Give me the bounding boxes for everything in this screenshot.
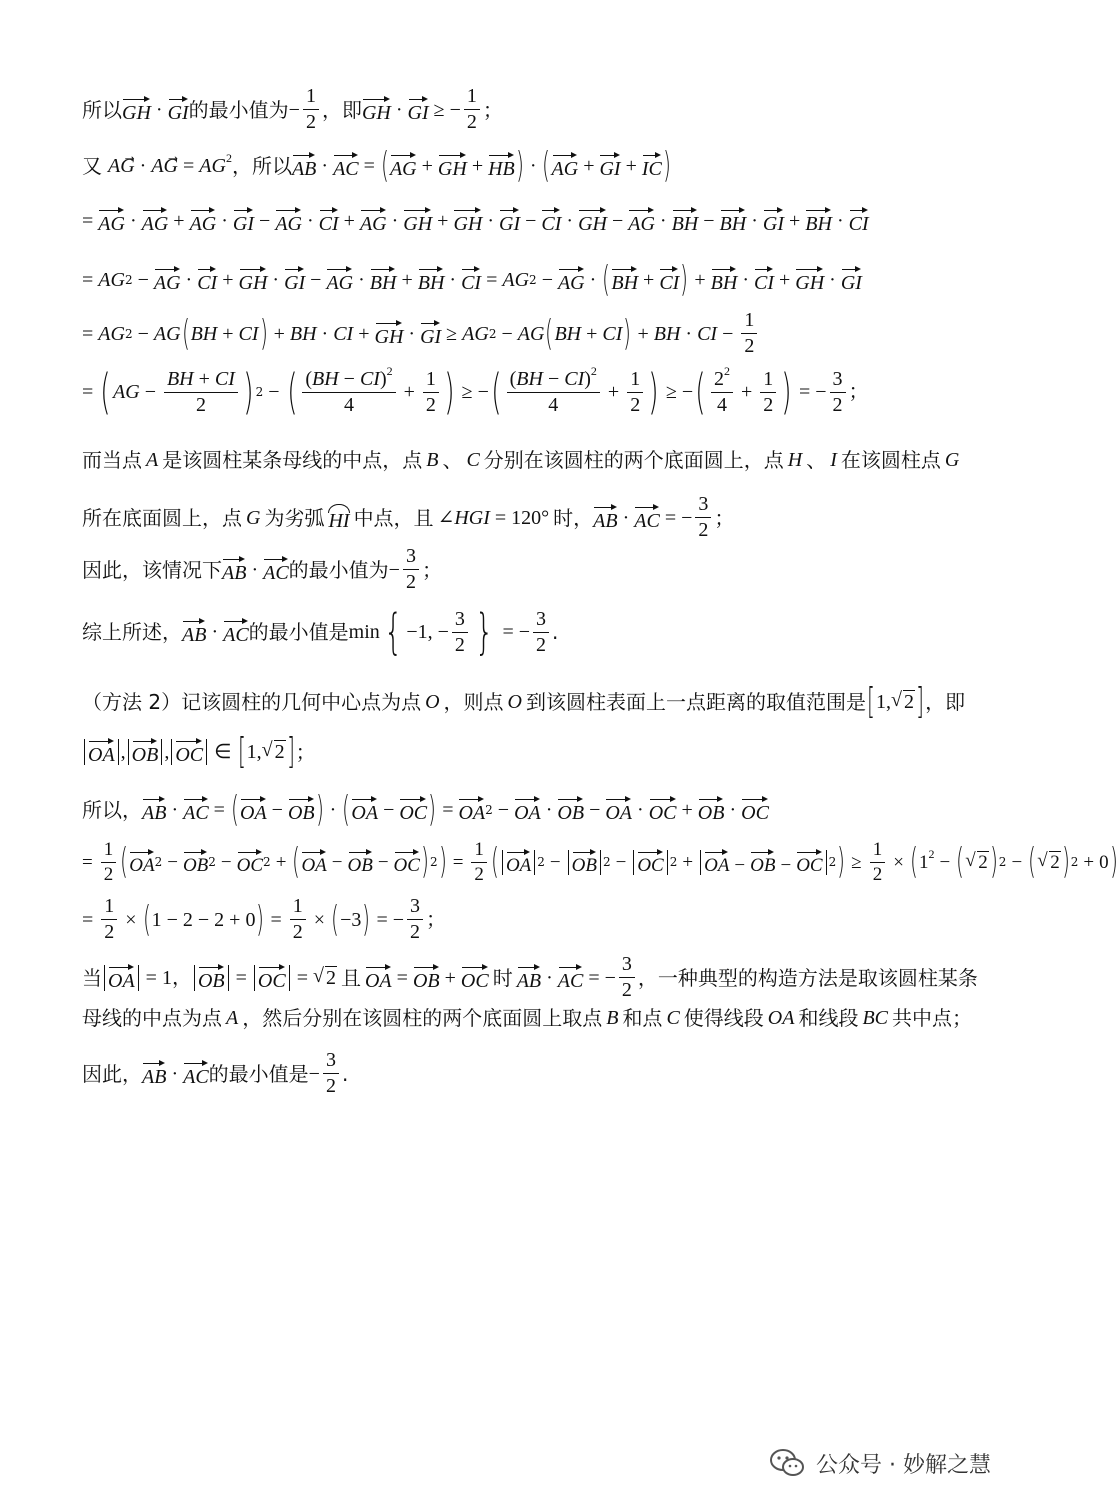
text: 、: [442, 448, 463, 472]
line-3: = AG · AG + AG · GI − AG · CI + AG · GH + GH · GI − CI · GH − AG · BH − BH · GI + BH · CI: [82, 210, 869, 235]
text: （方法 2）记该圆柱的几何中心点为点: [82, 690, 422, 714]
line-18: 因此， AB · AC 的最小值是 − $\frac{3}{2}$ .: [82, 1049, 349, 1097]
text: 又: [82, 154, 102, 178]
text: .: [552, 620, 559, 644]
text: 和点: [622, 1006, 663, 1030]
line-10: 综上所述， AB · AC 的最小值是 min { −1, − $\frac{3}{2}$ } = − $\frac{3}{2}$ .: [82, 604, 559, 660]
fraction: $\frac{1}{2}$: [303, 86, 319, 133]
text: 共中点；: [892, 1006, 973, 1030]
line-5: = AG 2 − AG ( BH + CI ) + BH · CI + GH · GI ≥ AG 2 − AG ( BH + CI ) + BH · CI − $\frac{1}{2}$: [82, 310, 1020, 357]
line-6: = ( AG − $\frac{BH + CI}{2}$ ) 2 − ( $\frac{(BH - CI)^2}{4}$ + $\frac{1}{2}$ ) ≥ − ( $\frac{(BH - CI)^2}{4}$ + $\frac{1}{2}$ ) ≥ − ( $\frac{2^2}{4}$ + $\frac{1}{2}$ ) = − $\frac{3}{2}$ ；: [82, 363, 869, 420]
text: ，所以: [231, 154, 292, 178]
line-14: = $\frac{1}{2}$ ( OA 2 − OB 2 − OC 2 + ( OA − OB − OC ) 2 ) = $\frac{1}{2}$ ( OA 2 − OB 2 − OC 2 + OA − OB − OC 2 ) ≥ $\frac{1}{2}$ × ( $1^2$ − ( √ 2 ) 2 − ( √ 2 ) 2 + 0 ): [82, 840, 1020, 885]
line-1: 所以 GH · GI 的最小值为 − $\frac{1}{2}$ ，即 GH · GI ≥ − $\frac{1}{2}$ ；: [82, 85, 503, 133]
text: 当: [82, 965, 102, 990]
line-2: 又 AG · AG = $AG^2$ ，所以 AB · AC = ( AG + GH + HB ) · ( AG + GI + IC ): [82, 145, 671, 186]
line-13: 所以， AB · AC = ( OA − OB ) · ( OA − OC ) = OA 2 − OA · OB − OA · OC + OB · OC: [82, 789, 769, 830]
text: ，即: [925, 690, 966, 714]
text: ，即: [321, 97, 362, 122]
text: 中点，且: [353, 505, 434, 530]
vector: GH: [122, 97, 151, 123]
line-12: OA , OB , OC ∈ [ 1, √ 2 ] ；: [82, 734, 1020, 770]
wechat-logo-icon: [770, 1448, 804, 1478]
line-9: 因此，该情况下 AB · AC 的最小值为 − $\frac{3}{2}$ ；: [82, 545, 442, 593]
text: 分别在该圆柱的两个底面圆上，点: [483, 448, 784, 472]
text: 和线段: [798, 1006, 859, 1030]
text: 的最小值为: [288, 557, 389, 582]
text: .: [341, 1061, 349, 1086]
text: 、: [806, 448, 827, 472]
line-15: = $\frac{1}{2}$ × ( 1 − 2 − 2 + 0 ) = $\frac{1}{2}$ × ( −3 ) = − $\frac{3}{2}$ ；: [82, 895, 446, 943]
line-7: 而当点 A 是该圆柱某条母线的中点，点 B 、 C 分别在该圆柱的两个底面圆上，点 H 、 I 在该圆柱点 G: [82, 448, 960, 472]
text: 所以，: [82, 798, 142, 822]
text: ；: [482, 97, 503, 122]
text: ，一种典型的构造方法是取该圆柱某条: [637, 965, 978, 990]
text: 因此，: [82, 1061, 142, 1086]
text: ；: [421, 557, 442, 582]
line-8: 所在底面圆上，点 G 为劣弧 HI 中点，且 ∠HGI = 120° 时， AB · AC = − $\frac{3}{2}$ ；: [82, 493, 735, 541]
text: 因此，该情况下: [82, 557, 222, 582]
text: 所在底面圆上，点: [82, 505, 242, 530]
line-11: （方法 2）记该圆柱的几何中心点为点 O ，则点 O 到该圆柱表面上一点距离的取值范围是 [ 1, √ 2 ] ，即: [82, 684, 1020, 720]
text: 到该圆柱表面上一点距离的取值范围是: [526, 690, 866, 714]
text: 综上所述，: [82, 620, 182, 644]
text: 时，: [553, 505, 594, 530]
text: 的最小值是: [208, 1061, 309, 1086]
text: ，则点: [443, 690, 504, 714]
line-16: 当 OA = 1 ， OB = OC = √ 2 且 OA = OB + OC 时 AB · AC = − $\frac{3}{2}$ ，一种典型的构造方法是取该圆柱某条: [82, 954, 1020, 1001]
line-17: 母线的中点为点 A ，然后分别在该圆柱的两个底面圆上取点 B 和点 C 使得线段 OA 和线段 BC 共中点；: [82, 1006, 973, 1030]
line-4: = AG 2 − AG · CI + GH · GI − AG · BH + BH · CI = AG 2 − AG · ( BH + CI ) + BH · CI + GH · GI: [82, 259, 862, 300]
watermark: [770, 1443, 1060, 1483]
text: 的最小值为: [188, 97, 289, 122]
text: ；: [714, 505, 735, 530]
text: 时: [492, 965, 513, 990]
text: 为劣弧: [264, 505, 325, 530]
text: 的最小值是: [248, 620, 349, 644]
text: ，然后分别在该圆柱的两个底面圆上取点: [242, 1006, 603, 1030]
watermark-text: 公众号 · 妙解之慧: [816, 1452, 991, 1478]
text: 是该圆柱某条母线的中点，点: [162, 448, 423, 472]
text: ；: [295, 740, 316, 764]
text: 而当点: [82, 448, 142, 472]
text: 在该圆柱点: [840, 448, 941, 472]
text: 所以: [82, 97, 122, 122]
text: 且: [340, 965, 361, 990]
text: 使得线段: [683, 1006, 764, 1030]
text: 母线的中点为点: [82, 1006, 222, 1030]
